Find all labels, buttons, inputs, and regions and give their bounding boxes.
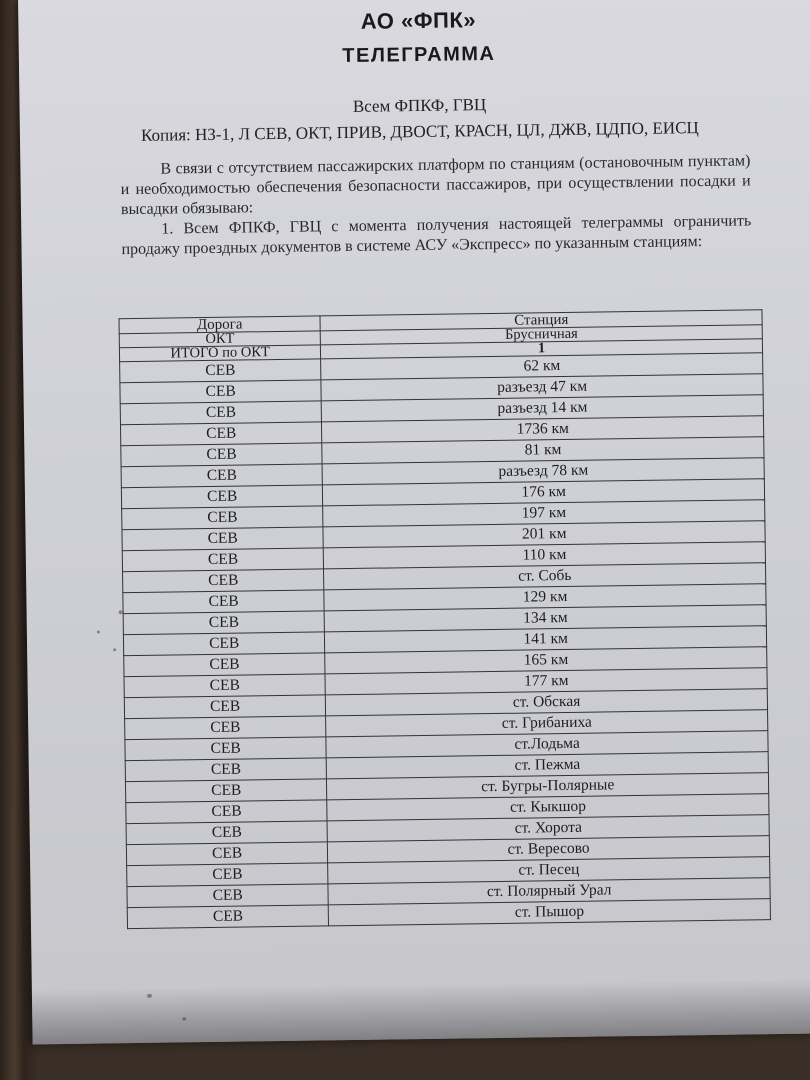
road-cell: СЕВ xyxy=(120,422,322,446)
road-cell: СЕВ xyxy=(123,590,325,614)
paper-speck xyxy=(119,610,123,614)
column-header-road: Дорога xyxy=(119,316,321,334)
road-cell: СЕВ xyxy=(123,611,325,635)
column-header-station: Станция xyxy=(320,310,762,331)
road-cell: СЕВ xyxy=(125,716,327,740)
road-cell: ОКТ xyxy=(119,331,320,348)
station-cell: ст. Песец xyxy=(328,857,770,884)
road-cell: СЕВ xyxy=(124,674,326,698)
road-cell: СЕВ xyxy=(125,758,327,782)
station-cell: 81 км xyxy=(322,437,764,464)
station-cell: ст. Вересово xyxy=(328,836,770,863)
road-cell: СЕВ xyxy=(121,443,323,467)
station-cell: 177 км xyxy=(325,668,767,695)
road-cell: СЕВ xyxy=(120,380,322,404)
station-cell: 165 км xyxy=(325,647,767,674)
station-cell: 176 км xyxy=(323,479,765,506)
road-cell: СЕВ xyxy=(122,506,324,530)
stations-table xyxy=(118,309,770,929)
station-cell: 129 км xyxy=(324,584,766,611)
road-cell: СЕВ xyxy=(126,800,328,824)
station-cell: ст. Грибаниха xyxy=(326,710,768,737)
road-cell: СЕВ xyxy=(120,359,322,383)
item-number: 1. xyxy=(161,220,174,238)
instruction-item-1 xyxy=(121,211,751,260)
road-cell: СЕВ xyxy=(121,464,323,488)
road-cell: СЕВ xyxy=(126,821,328,845)
road-cell: СЕВ xyxy=(124,695,326,719)
road-cell: СЕВ xyxy=(122,527,324,551)
station-cell: ст. Пышор xyxy=(329,899,771,926)
road-cell: СЕВ xyxy=(120,401,322,425)
road-cell: СЕВ xyxy=(124,653,326,677)
intro-paragraph: В связи с отсутствием пассажирских платформ по станциям (остановочным пунктам) и необходимостью обеспечения безопасности пассажиров, при осуществлении посадки и высадки обязываю: xyxy=(120,152,751,219)
paper-speck xyxy=(97,631,100,634)
road-cell: СЕВ xyxy=(126,842,328,866)
item-text: Всем ФПКФ, ГВЦ с момента получения настоящей телеграммы ограничить продажу проездных документов в системе АСУ «Экспресс» по указанным станциям: xyxy=(121,212,752,259)
station-cell: ст. Собь xyxy=(324,563,766,590)
station-cell: ст.Лодьма xyxy=(326,731,768,758)
station-cell: ст. Бугры-Полярные xyxy=(327,773,769,800)
road-cell: СЕВ xyxy=(125,737,327,761)
station-cell: разъезд 14 км xyxy=(321,395,763,422)
telegram-body xyxy=(120,151,751,260)
station-cell: ст. Обская xyxy=(326,689,768,716)
paper-speck xyxy=(113,648,116,651)
addressee-line: Всем ФПКФ, ГВЦ xyxy=(352,95,487,116)
document-title: ТЕЛЕГРАММА xyxy=(342,42,496,68)
station-cell: 62 км xyxy=(321,353,763,380)
paper-shadow xyxy=(32,978,810,1044)
road-cell: СЕВ xyxy=(127,905,329,929)
station-cell: разъезд 78 км xyxy=(322,458,764,485)
road-cell: СЕВ xyxy=(127,863,329,887)
station-cell: 110 км xyxy=(324,542,766,569)
road-cell: СЕВ xyxy=(122,548,324,572)
station-cell: 197 км xyxy=(323,500,765,527)
road-cell: ИТОГО по ОКТ xyxy=(119,345,320,362)
station-cell: Брусничная xyxy=(321,325,763,345)
station-cell: 1736 км xyxy=(322,416,764,443)
station-cell: 141 км xyxy=(325,626,767,653)
station-cell: ст. Пежма xyxy=(326,752,768,779)
road-cell: СЕВ xyxy=(127,884,329,908)
road-cell: СЕВ xyxy=(123,632,325,656)
station-cell: 134 км xyxy=(324,605,766,632)
road-cell: СЕВ xyxy=(123,569,325,593)
station-cell: 201 км xyxy=(323,521,765,548)
station-cell: 1 xyxy=(321,339,763,359)
copy-recipients: Копия: НЗ-1, Л СЕВ, ОКТ, ПРИВ, ДВОСТ, КРАСН, ЦЛ, ДЖВ, ЦДПО, ЕИСЦ xyxy=(140,118,699,145)
stations-table-body xyxy=(119,325,770,929)
road-cell: СЕВ xyxy=(121,485,323,509)
station-cell: ст. Полярный Урал xyxy=(328,878,770,905)
station-cell: ст. Кыкшор xyxy=(327,794,769,821)
station-cell: разъезд 47 км xyxy=(321,374,763,401)
road-cell: СЕВ xyxy=(125,779,327,803)
organization-name: АО «ФПК» xyxy=(360,7,477,34)
telegram-sheet xyxy=(18,0,810,1044)
station-cell: ст. Хорота xyxy=(327,815,769,842)
